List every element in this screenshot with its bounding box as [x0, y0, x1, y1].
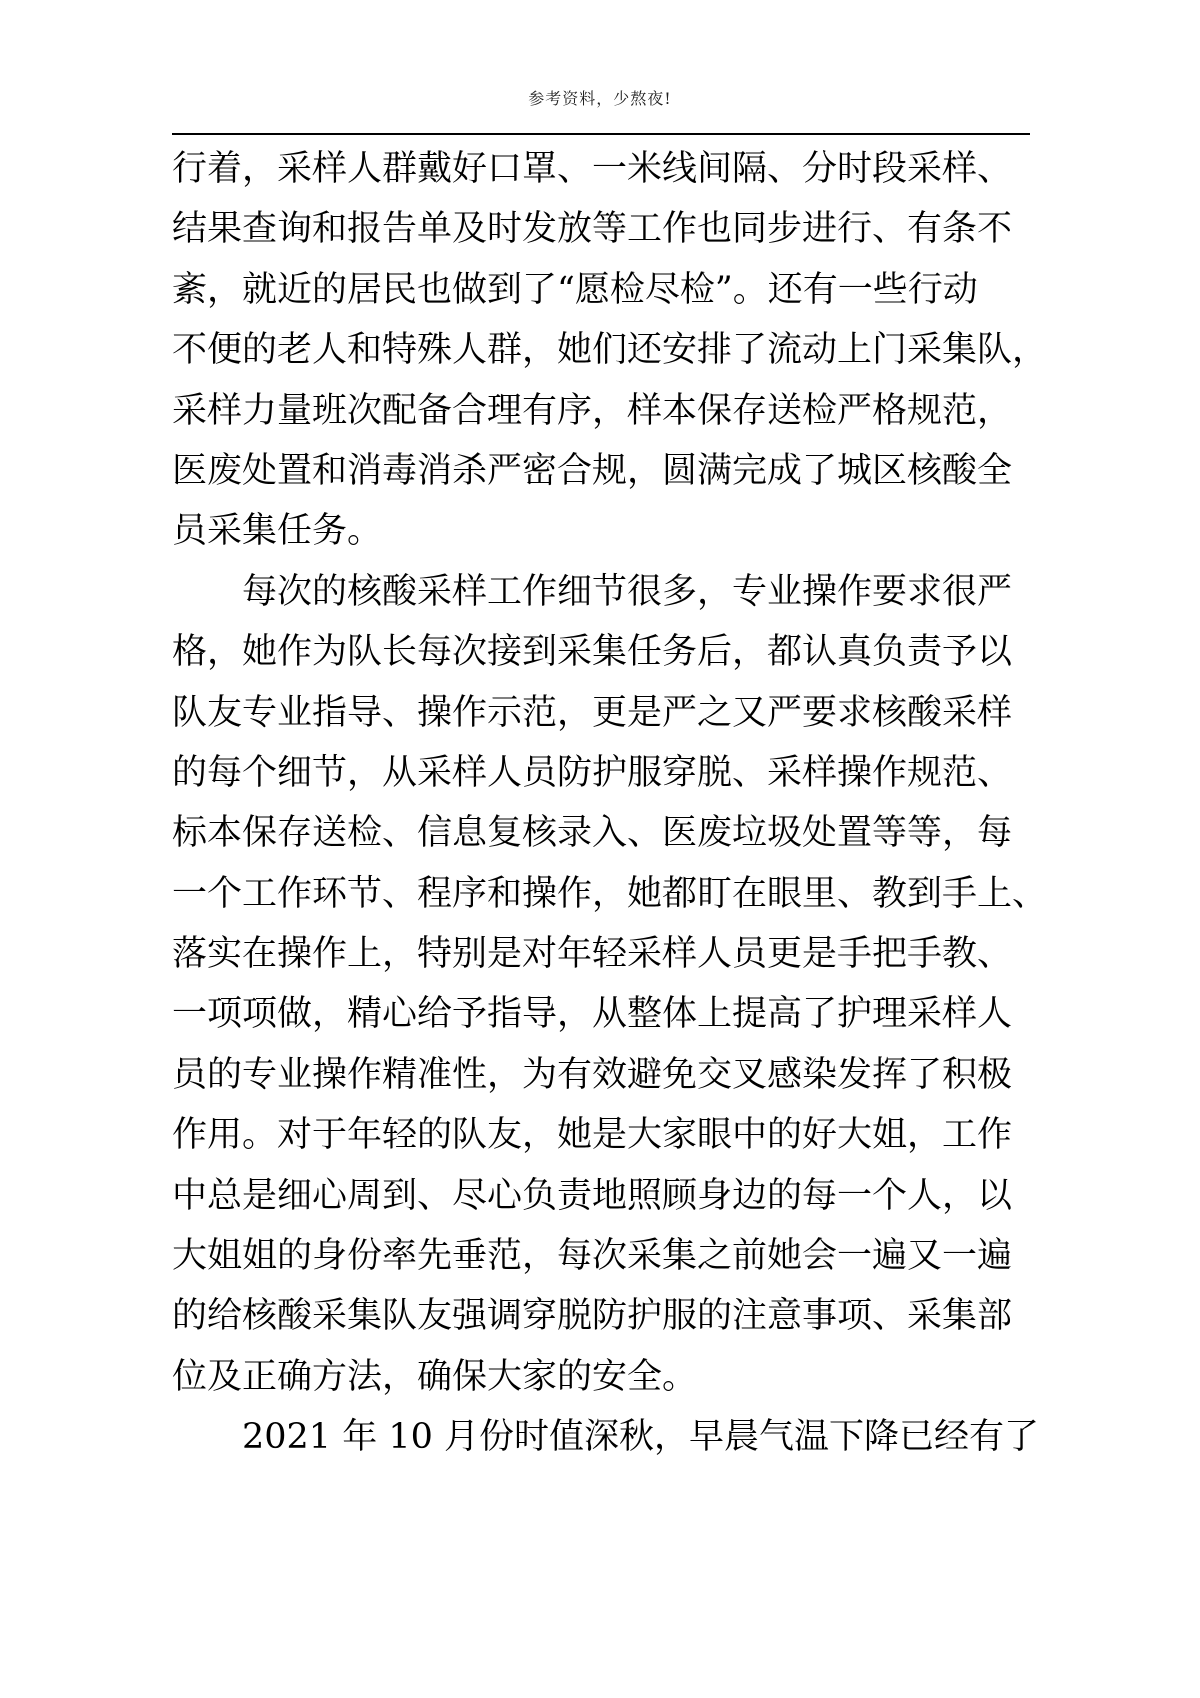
text-line: 大姐姐的身份率先垂范，每次采集之前她会一遍又一遍 — [172, 1236, 1013, 1277]
text-line: 员的专业操作精准性，为有效避免交叉感染发挥了积极 — [172, 1054, 1013, 1095]
header-rule — [172, 133, 1030, 135]
text-line: 不便的老人和特殊人群，她们还安排了流动上门采集队， — [172, 330, 1048, 371]
text-line: 紊，就近的居民也做到了“愿检尽检”。还有一些行动 — [172, 269, 978, 310]
text-line: 医废处置和消毒消杀严密合规，圆满完成了城区核酸全 — [172, 450, 1013, 491]
document-body — [172, 139, 1048, 1468]
text-line: 落实在操作上，特别是对年轻采样人员更是手把手教、 — [172, 934, 1013, 975]
text-line: 结果查询和报告单及时发放等工作也同步进行、有条不 — [172, 209, 1013, 250]
text-line: 格，她作为队长每次接到采集任务后，都认真负责予以 — [172, 632, 1013, 673]
paragraph-first-line: 2021 年 10 月份时值深秋，早晨气温下降已经有了 — [242, 1417, 1039, 1458]
text-line: 行着，采样人群戴好口罩、一米线间隔、分时段采样、 — [172, 149, 1013, 189]
page-header: 参考资料，少熬夜! — [528, 89, 672, 108]
text-line: 队友专业指导、操作示范，更是严之又严要求核酸采样 — [172, 692, 1013, 733]
text-line: 的每个细节，从采样人员防护服穿脱、采样操作规范、 — [172, 752, 1013, 793]
text-line: 中总是细心周到、尽心负责地照顾身边的每一个人，以 — [172, 1175, 1013, 1216]
text-line: 采样力量班次配备合理有序，样本保存送检严格规范， — [172, 390, 1013, 431]
text-line: 的给核酸采集队友强调穿脱防护服的注意事项、采集部 — [172, 1296, 1013, 1337]
text-line: 位及正确方法，确保大家的安全。 — [172, 1356, 698, 1397]
text-line: 一个工作环节、程序和操作，她都盯在眼里、教到手上、 — [172, 873, 1048, 914]
text-line: 员采集任务。 — [172, 511, 383, 552]
text-line: 标本保存送检、信息复核录入、医废垃圾处置等等，每 — [172, 813, 1013, 854]
paragraph-first-line: 每次的核酸采样工作细节很多，专业操作要求很严 — [242, 571, 1013, 612]
text-line: 一项项做，精心给予指导，从整体上提高了护理采样人 — [172, 994, 1013, 1035]
text-line: 作用。对于年轻的队友，她是大家眼中的好大姐，工作 — [172, 1115, 1013, 1156]
